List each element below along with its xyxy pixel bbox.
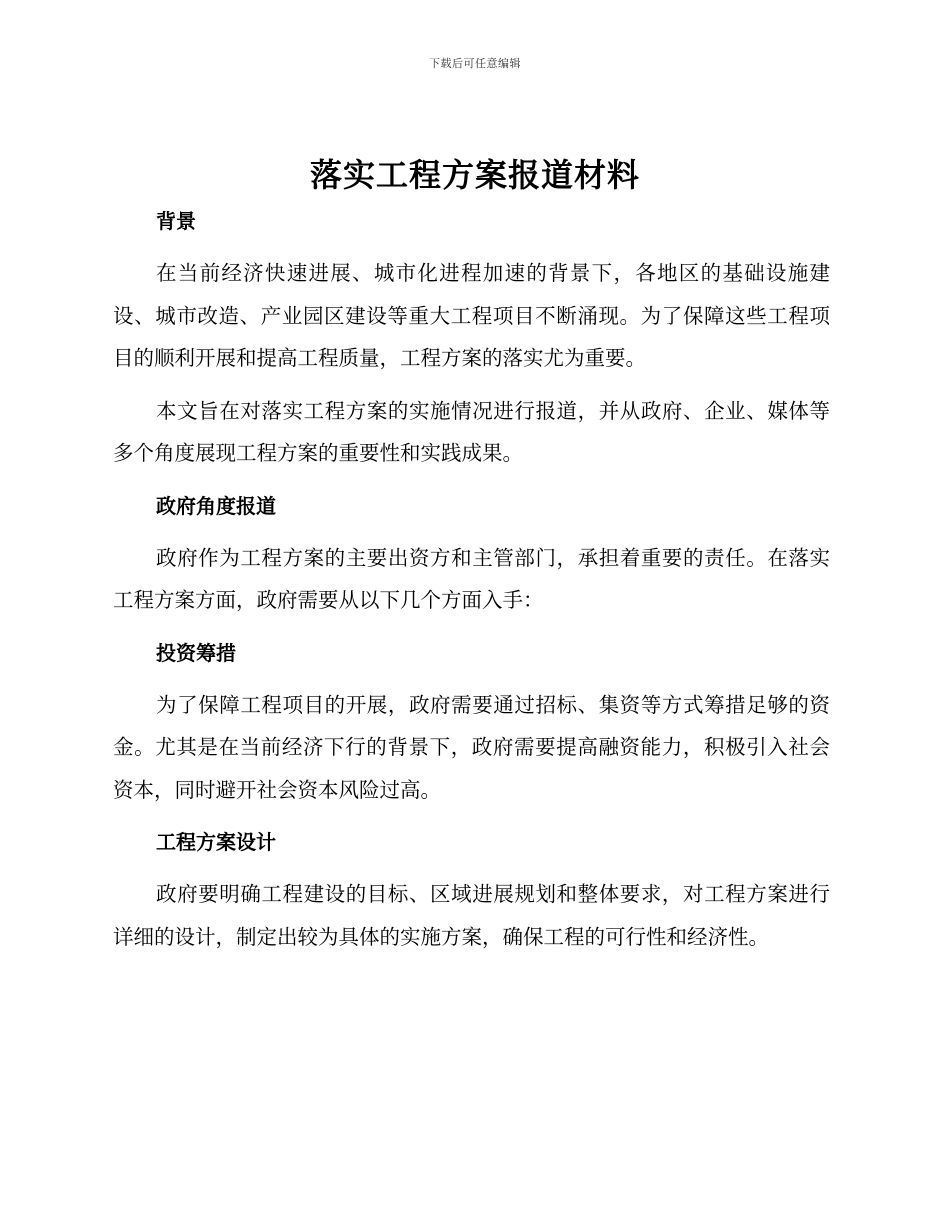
paragraph: 在当前经济快速进展、城市化进程加速的背景下，各地区的基础设施建设、城市改造、产业园区建设等重大工程项目不断涌现。为了保障这些工程项目的顺利开展和提高工程质量，工程方案的落实尤为重要。 <box>113 261 830 370</box>
paragraph: 为了保障工程项目的开展，政府需要通过招标、集资等方式筹措足够的资金。尤其是在当前经济下行的背景下，政府需要提高融资能力，积极引入社会资本，同时避开社会资本风险过高。 <box>113 692 830 802</box>
section-heading-government: 政府角度报道 <box>156 493 276 518</box>
section-heading-investment: 投资筹措 <box>156 640 236 665</box>
paragraph: 政府作为工程方案的主要出资方和主管部门，承担着重要的责任。在落实工程方案方面，政府需要从以下几个方面入手： <box>113 545 830 612</box>
section-heading-design: 工程方案设计 <box>156 830 276 854</box>
document-title: 落实工程方案报道材料 <box>309 156 640 194</box>
paragraph: 本文旨在对落实工程方案的实施情况进行报道，并从政府、企业、媒体等多个角度展现工程方案的重要性和实践成果。 <box>113 398 830 465</box>
section-heading-background: 背景 <box>156 209 196 233</box>
header-note: 下载后可任意编辑 <box>429 57 521 70</box>
paragraph: 政府要明确工程建设的目标、区域进展规划和整体要求，对工程方案进行详细的设计，制定出较为具体的实施方案，确保工程的可行性和经济性。 <box>113 882 830 949</box>
document-body <box>113 200 830 958</box>
